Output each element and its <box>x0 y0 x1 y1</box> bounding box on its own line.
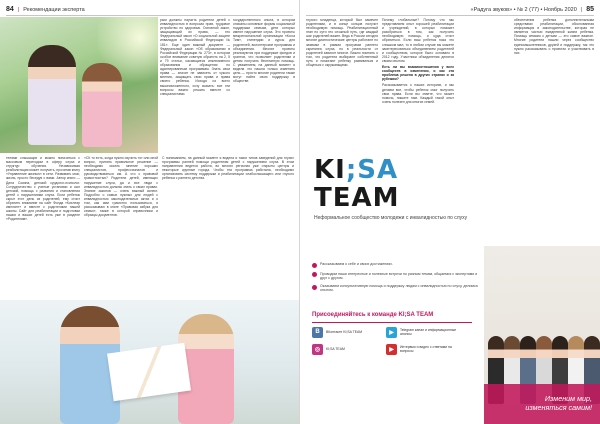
magazine-issue: «Радуга звуков» • № 2 (77) • Ноябрь 2020 <box>470 6 577 13</box>
join-divider <box>312 322 472 323</box>
article-column-1: телями слышащих и можно понизиться с массовым переходом в сферу слуха и структур обучения. Независимая реабилитация может получить, прочитав книгу «Управление жизнью» в сети. Развивать мозг, жизнь, просто беседуя с вами. Автор книги — Дина Сокина, детский сурдолог-психолог. Сотрудничество с ученые установки и сын детский, помощь с развития и становления детей с нарушениями слуха. Если ребенок скрыт этот день из родителей, ему стоит обратить внимание на сайт Фонда «Кохлеар имплант» и вместе с родителями нашей школы. Сайт для реабилитации и подготовки наших и ваших детей есть уже в разделе «Родителям». <box>6 156 80 222</box>
instagram-icon: ◎ <box>312 344 323 355</box>
section-title: Рекомендации эксперта <box>23 6 85 13</box>
list-item-text: Оказываем консультативную помощь и поддержку людям с инвалидностью по слуху, делимся опытом. <box>320 284 478 293</box>
social-links <box>312 327 482 355</box>
kisa-team-brand <box>314 156 484 221</box>
telegram-icon: ▶ <box>386 327 397 338</box>
article-column-2 <box>382 18 454 152</box>
page-number: 85 <box>586 6 594 13</box>
social-link-youtube[interactable] <box>386 344 466 355</box>
vk-icon: В <box>312 327 323 338</box>
join-title: Присоединяйтесь к команде KI;SA TEAM <box>312 312 434 318</box>
article-column-3: обеспечения ребенка дополнительными средствами реабилитации, обоснованная информация в законодательстве, которая не является частью ежедневной жизни ребенка. Помощь семьям с детьми — это самое важное. Многие родители нашли через сообщество единомышленников, друзей и поддержку, так что нужно рассказывать о проектах и участвовать в них. <box>514 18 594 55</box>
youtube-icon: ▶ <box>386 344 397 355</box>
social-link-text: Интервью и видео с ответами на вопросы <box>400 345 452 354</box>
social-link-vk[interactable] <box>312 327 364 338</box>
interview-question <box>382 65 454 81</box>
promo-line-1: Изменим мир, <box>544 394 592 403</box>
article-column-2: «СК то есть, когда нужно изучить тот или иной вопрос, принять правильное решение — необходимо искать мнение хороших специалистов, профессионалов и руководствоваться им. А что с правовой грамотностью? Родители детей, имеющих нарушение слуха, да и все люди с инвалидностью должны знать о своих правах. Знание законов — очень важный аспект. Подробно о самых нужных для людей с инвалидностью законодательных актах и о том, как ими грамотно пользоваться, я рассказываю в книге «Правовая азбука для семьи», также в которой справочники и образцы документов. <box>84 156 158 218</box>
article-column-3: рым должны научить родители детей с инвалидностью в вопросах прав, трудовое устройство по здоровью. Основной закон, защищающий их права, — это Федеральный закон «О социальной защите инвалидов в Российской Федерации № 181». Еще один важный документ — Федеральный закон «Об образовании в Российской Федерации № 273», в котором особое внимание советую обратить на 2, 5 и 79 статьи, касающиеся инклюзивного образования и обращения по адаптированным программам. Знать свои права — значит не зависеть от чужого мнения, защищать свои права и права своего ребенка. Исходя из всего вышеизложенного, хочу сказать: все эти вопросы важно решать вместе со специалистами. <box>160 18 230 96</box>
social-link-text: Telegram канал и информационные анонсы <box>400 328 457 337</box>
promo-line-2: изменяться самим! <box>525 403 592 412</box>
article-column-1: глухого младенца, который был замечен родителями, и в конце концов получит необходимую помощь. Реабилитационный этап по сути это сложный путь, где каждый шаг родителей важен. Ведь в России сегодня многие диагностические центры работают по заявкам в рамках программ раннего скрининга слуха, но в реальности от родителей зависит многое. Важно помнить о том, что родители выбирают собственный путь и помогают ребенку развиваться и общаться с окружающими. <box>306 18 378 68</box>
column-text-continued: Рассказывается о наших историях, и мы делаем все, чтобы ребенок смог получить свои права. Если вы знаете, что может помочь, пишите нам. Каждый такой опыт очень полезен для многих семей. <box>382 83 454 104</box>
header-divider: | <box>17 6 20 13</box>
join-section <box>312 312 482 355</box>
right-page <box>300 0 600 424</box>
bullet-icon <box>312 263 317 268</box>
list-item <box>312 262 478 268</box>
article-column-4: государственного опыта, в котором описаны основные формы социальной поддержки семьям, дети которых имеют нарушение слуха. Это проекты межрегиональной организации «Ки:са Тим», стипендии и курсы для родителей, волонтерские программы и объединения. Многие проекты реализуются при поддержке фондов и грантов, что позволяет родителям и детям получать бесплатную помощь. С уважением, на данный момент я видела что нашла только изменить цель — просто многие родители также могут найти свою поддержку в обществе. <box>233 18 295 84</box>
right-page-header <box>306 4 594 16</box>
header-divider: | <box>580 6 583 13</box>
list-item-text: Рассказываем о себе и своих достижениях. <box>320 262 393 266</box>
bullet-icon <box>312 285 317 290</box>
question-text: Есть ли вы взаимоотношения у всех сообществ в изменении, и как эта проблема решена в других странах и за рубежом? <box>382 65 454 82</box>
social-link-instagram[interactable] <box>312 344 364 355</box>
social-link-text: ВКонтакте KI;SA TEAM <box>326 330 363 335</box>
list-item-text: Проводим наши интересные и полезные встречи по разным темам, общаемся с экспертами и друг с другом. <box>320 271 478 280</box>
logo-part-sa: ;SA <box>345 155 399 185</box>
column-text: Почему глобальные? Потому что мы представляем опыт хорошей реабилитации и учреждений, в которых поможет разобраться в том, как получить необходимую помощь, и куда стоит обратиться. Если ваш ребенок пока что слишком мал, то в любом случае вы можете заинтересоваться объединением родителей и сообществом, которое было основано в 2012 году. Участники объединения делятся своим опытом. <box>382 18 454 63</box>
list-item <box>312 272 478 281</box>
social-link-text: KI;SA TEAM <box>326 347 345 352</box>
photo-figure-child <box>82 63 122 147</box>
logo-part-team: TEAM <box>314 183 400 213</box>
bullet-icon <box>312 272 317 277</box>
list-item <box>312 284 478 293</box>
mother-daughter-photo <box>0 17 158 153</box>
feature-list <box>312 262 478 297</box>
kisa-team-logo <box>314 156 484 212</box>
article-column-5: С пониманием, на данный момент я видела и таких типов заведений для глухих программы ранней помощи родителям детей с нарушением слуха. В этом направлении ведется работа, во многих регионах уже открыты центры и некоторые крупные города. Чтобы эта программа работала, необходимо организовать систему поддержки и реабилитации слабослышащего или глухого ребенка с раннего детства. <box>162 156 294 181</box>
brand-subtitle: Неформальное сообщество молодежи с инвалидностью по слуху <box>314 215 468 221</box>
children-reading-photo <box>0 300 300 424</box>
promo-banner <box>484 384 600 424</box>
page-number: 84 <box>6 6 14 13</box>
left-page-header <box>6 4 293 16</box>
logo-part-ki: KI <box>314 155 346 185</box>
social-link-telegram[interactable] <box>386 327 466 338</box>
photo-figure-mother <box>28 45 76 145</box>
